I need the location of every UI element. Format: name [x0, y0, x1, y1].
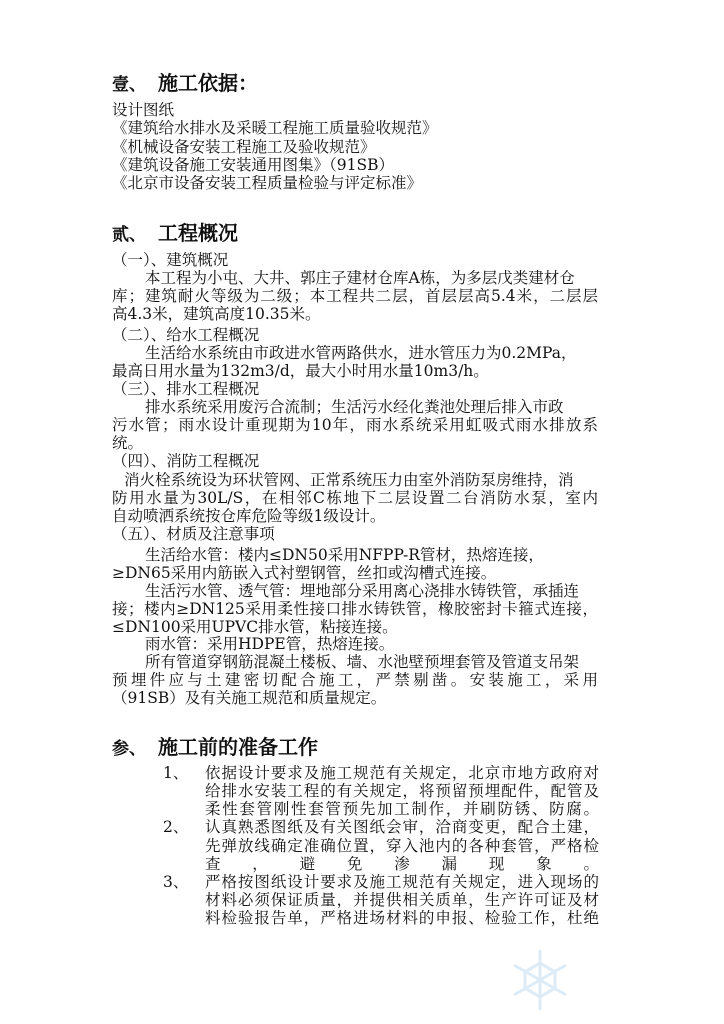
reference-line: 设计图纸 [112, 101, 175, 119]
overview-line: 雨水管：采用HDPE管，热熔连接。 [145, 635, 395, 653]
overview-line: 生活给水系统由市政进水管两路供水，进水管压力为0.2MPa， [145, 344, 577, 362]
list-item-number: 1、 [163, 764, 189, 782]
section-title: 施工前的准备工作 [158, 735, 318, 759]
overview-line: 接；楼内≥DN125采用柔性接口排水铸铁管，橡胶密封卡箍式连接， [112, 600, 598, 618]
section-title: 工程概况 [158, 221, 238, 245]
overview-line: 消火栓系统设为环状管网、正常系统压力由室外消防泵房维持，消 [124, 471, 574, 489]
section-heading [112, 735, 318, 761]
overview-line: （三）、排水工程概况 [112, 380, 260, 398]
overview-line: 防用水量为30L/S，在相邻C栋地下二层设置二台消防水泵，室内 [112, 489, 598, 507]
overview-line: ≥DN65采用内筋嵌入式衬塑钢管，丝扣或沟槽式连接。 [112, 564, 497, 582]
section-heading [112, 221, 238, 247]
list-item-line: 柔性套管刚性套管预先加工制作，并刷防锈、防腐。 [205, 800, 599, 818]
list-item-number: 3、 [163, 873, 189, 891]
overview-line: 高4.3米，建筑高度10.35米。 [112, 305, 321, 323]
overview-line: （91SB）及有关施工规范和质量规定。 [112, 689, 387, 707]
overview-line: 统。 [112, 434, 144, 452]
overview-line: （一）、建筑概况 [112, 251, 229, 269]
watermark-snowflake-icon [505, 945, 575, 1015]
section-number: 参、 [112, 739, 146, 759]
section-number: 贰、 [112, 225, 146, 245]
overview-line: 生活污水管、透气管：埋地部分采用离心浇排水铸铁管，承插连 [145, 582, 580, 600]
list-item-line: 材料必须保证质量，并提供相关质单，生产许可证及材 [205, 891, 599, 909]
overview-line: （四）、消防工程概况 [112, 452, 260, 470]
section-title: 施工依据： [158, 71, 258, 95]
list-item-line: 料检验报告单，严格进场材料的申报、检验工作，杜绝 [205, 909, 599, 927]
overview-line: （二）、给水工程概况 [112, 326, 260, 344]
overview-line: 本工程为小屯、大井、郭庄子建材仓库A栋，为多层戊类建材仓 [145, 269, 575, 287]
section-heading [112, 71, 258, 97]
overview-line: 排水系统采用废污合流制；生活污水经化粪池处理后排入市政 [145, 398, 564, 416]
list-item-line: 依据设计要求及施工规范有关规定，北京市地方政府对 [205, 764, 599, 782]
list-item-number: 2、 [163, 818, 189, 836]
overview-line: 预埋件应与土建密切配合施工，严禁剔凿。安装施工，采用 [112, 671, 598, 689]
reference-line: 《建筑设备施工安装通用图集》（91SB） [112, 156, 394, 174]
overview-line: 污水管；雨水设计重现期为10年，雨水系统采用虹吸式雨水排放系 [112, 416, 598, 434]
section-number: 壹、 [112, 75, 146, 95]
list-item-line: 查，避免渗漏现象。 [205, 855, 599, 873]
overview-line: 自动喷洒系统按仓库危险等级1级设计。 [112, 507, 386, 525]
list-item-line: 严格按图纸设计要求及施工规范有关规定，进入现场的 [205, 873, 599, 891]
overview-line: 生活给水管：楼内≤DN50采用NFPP-R管材，热熔连接， [145, 546, 544, 564]
overview-line: 最高日用水量为132m3/d，最大小时用水量10m3/h。 [112, 362, 489, 380]
overview-line: （五）、材质及注意事项 [112, 525, 275, 543]
overview-line: ≤DN100采用UPVC排水管，粘接连接。 [112, 618, 398, 636]
overview-line: 所有管道穿钢筋混凝土楼板、墙、水池壁预埋套管及管道支吊架 [145, 653, 580, 671]
list-item-line: 认真熟悉图纸及有关图纸会审，洽商变更，配合土建， [205, 818, 599, 836]
list-item-line: 给排水安装工程的有关规定，将预留预埋配件，配管及 [205, 782, 599, 800]
reference-line: 《北京市设备安装工程质量检验与评定标准》 [112, 174, 423, 192]
reference-line: 《机械设备安装工程施工及验收规范》 [112, 138, 376, 156]
reference-line: 《建筑给水排水及采暖工程施工质量验收规范》 [112, 119, 438, 137]
list-item-line: 先弹放线确定准确位置，穿入池内的各种套管，严格检 [205, 837, 599, 855]
overview-line: 库；建筑耐火等级为二级；本工程共二层，首层层高5.4米，二层层 [112, 287, 598, 305]
